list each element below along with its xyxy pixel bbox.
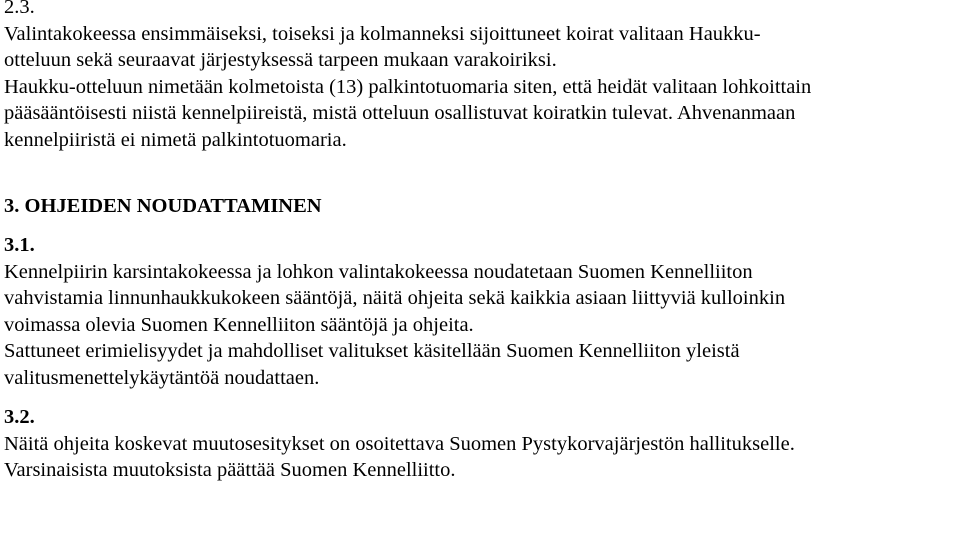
spacer: [4, 219, 958, 232]
section-2-3: [4, 0, 958, 153]
paragraph-line: voimassa olevia Suomen Kennelliiton sääntöjä ja ohjeita.: [4, 313, 474, 336]
paragraph-line: Haukku-otteluun nimetään kolmetoista (13) palkintotuomaria siten, että heidät valitaan lohkoittain: [4, 75, 812, 98]
section-3-2: [4, 404, 958, 484]
paragraph-line: Sattuneet erimielisyydet ja mahdolliset valitukset käsitellään Suomen Kennelliiton yleistä: [4, 340, 740, 362]
paragraph-line: Valintakokeessa ensimmäiseksi, toiseksi ja kolmanneksi sijoittuneet koirat valitaan Haukku-: [4, 22, 761, 45]
spacer: [4, 153, 958, 180]
paragraph-line: Näitä ohjeita koskevat muutosesitykset on osoitettava Suomen Pystykorvajärjestön hallitukselle.: [4, 432, 795, 455]
paragraph-line: vahvistamia linnunhaukkukokeen sääntöjä, näitä ohjeita sekä kaikkia asiaan liittyviä kulloinkin: [4, 287, 786, 309]
paragraph-line: Varsinaisista muutoksista päättää Suomen Kennelliitto.: [4, 459, 456, 481]
section-number: 3.1.: [4, 234, 35, 256]
section-3-1: [4, 232, 958, 391]
paragraph-line: Kennelpiirin karsintakokeessa ja lohkon valintakokeessa noudatetaan Suomen Kennelliiton: [4, 260, 753, 283]
spacer: [4, 391, 958, 404]
paragraph-line: pääsääntöisesti niistä kennelpiireistä, mistä otteluun osallistuvat koiratkin tulevat. Ahvenanmaan: [4, 102, 796, 124]
section-number: 2.3.: [4, 0, 35, 18]
section-heading: 3. OHJEIDEN NOUDATTAMINEN: [4, 194, 322, 217]
document-page: [4, 0, 958, 484]
paragraph-line: kennelpiiristä ei nimetä palkintotuomaria.: [4, 128, 347, 151]
section-number: 3.2.: [4, 406, 35, 428]
spacer: [4, 180, 958, 193]
section-3: [4, 193, 958, 220]
paragraph-line: otteluun sekä seuraavat järjestyksessä tarpeen mukaan varakoiriksi.: [4, 49, 557, 71]
paragraph-line: valitusmenettelykäytäntöä noudattaen.: [4, 366, 320, 389]
